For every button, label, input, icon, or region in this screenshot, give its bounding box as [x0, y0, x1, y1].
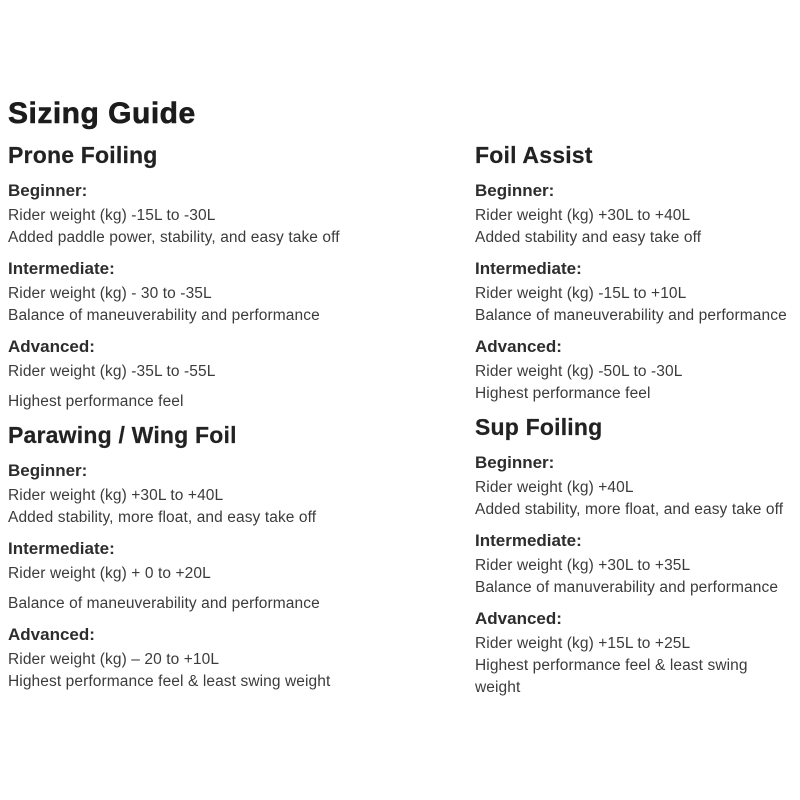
level-description: Added paddle power, stability, and easy take off [8, 229, 340, 246]
section-title: Parawing / Wing Foil [8, 422, 237, 448]
page-title: Sizing Guide [8, 97, 196, 130]
level-description: Highest performance feel & least swing weight [8, 673, 331, 690]
level-label: Beginner: [8, 461, 88, 480]
level-label: Advanced: [475, 337, 562, 356]
level-label: Beginner: [475, 453, 555, 472]
level-description: Highest performance feel & least swing weight [475, 657, 748, 696]
level-description: Added stability, more float, and easy take off [475, 501, 784, 518]
level-label: Intermediate: [8, 259, 115, 278]
level-description: Balance of manuverability and performance [475, 579, 779, 596]
level-label: Beginner: [475, 181, 555, 200]
level-label: Intermediate: [475, 531, 582, 550]
rider-weight-line: Rider weight (kg) +40L [475, 479, 634, 496]
rider-weight-line: Rider weight (kg) -35L to -55L [8, 363, 216, 380]
level-description: Balance of maneuverability and performance [8, 307, 320, 324]
level-beginner [475, 453, 795, 521]
level-intermediate [475, 259, 795, 327]
section-prone-foiling [8, 143, 463, 413]
rider-weight-line: Rider weight (kg) -15L to -30L [8, 207, 216, 224]
column-left [8, 143, 463, 703]
section-title: Sup Foiling [475, 414, 603, 440]
level-intermediate [8, 539, 463, 615]
level-label: Advanced: [475, 609, 562, 628]
level-beginner [8, 461, 463, 529]
level-advanced [8, 625, 463, 693]
level-intermediate [475, 531, 795, 599]
level-label: Advanced: [8, 337, 95, 356]
level-description: Balance of maneuverability and performance [475, 307, 787, 324]
level-description: Highest performance feel [8, 393, 184, 410]
level-beginner [8, 181, 463, 249]
level-beginner [475, 181, 795, 249]
rider-weight-line: Rider weight (kg) +30L to +35L [475, 557, 691, 574]
rider-weight-line: Rider weight (kg) +15L to +25L [475, 635, 691, 652]
rider-weight-line: Rider weight (kg) -50L to -30L [475, 363, 683, 380]
level-advanced [8, 337, 463, 413]
level-label: Intermediate: [475, 259, 582, 278]
column-right [475, 143, 795, 709]
section-title: Prone Foiling [8, 142, 158, 168]
rider-weight-line: Rider weight (kg) – 20 to +10L [8, 651, 220, 668]
section-title: Foil Assist [475, 142, 593, 168]
level-advanced [475, 609, 795, 699]
level-description: Added stability, more float, and easy take off [8, 509, 317, 526]
rider-weight-line: Rider weight (kg) - 30 to -35L [8, 285, 212, 302]
level-label: Intermediate: [8, 539, 115, 558]
level-label: Beginner: [8, 181, 88, 200]
section-parawing-wing-foil [8, 423, 463, 693]
level-label: Advanced: [8, 625, 95, 644]
level-description: Balance of maneuverability and performance [8, 595, 320, 612]
section-sup-foiling [475, 415, 795, 699]
section-foil-assist [475, 143, 795, 405]
rider-weight-line: Rider weight (kg) + 0 to +20L [8, 565, 211, 582]
rider-weight-line: Rider weight (kg) +30L to +40L [8, 487, 224, 504]
level-description: Highest performance feel [475, 385, 651, 402]
rider-weight-line: Rider weight (kg) -15L to +10L [475, 285, 687, 302]
level-description: Added stability and easy take off [475, 229, 702, 246]
level-intermediate [8, 259, 463, 327]
level-advanced [475, 337, 795, 405]
rider-weight-line: Rider weight (kg) +30L to +40L [475, 207, 691, 224]
